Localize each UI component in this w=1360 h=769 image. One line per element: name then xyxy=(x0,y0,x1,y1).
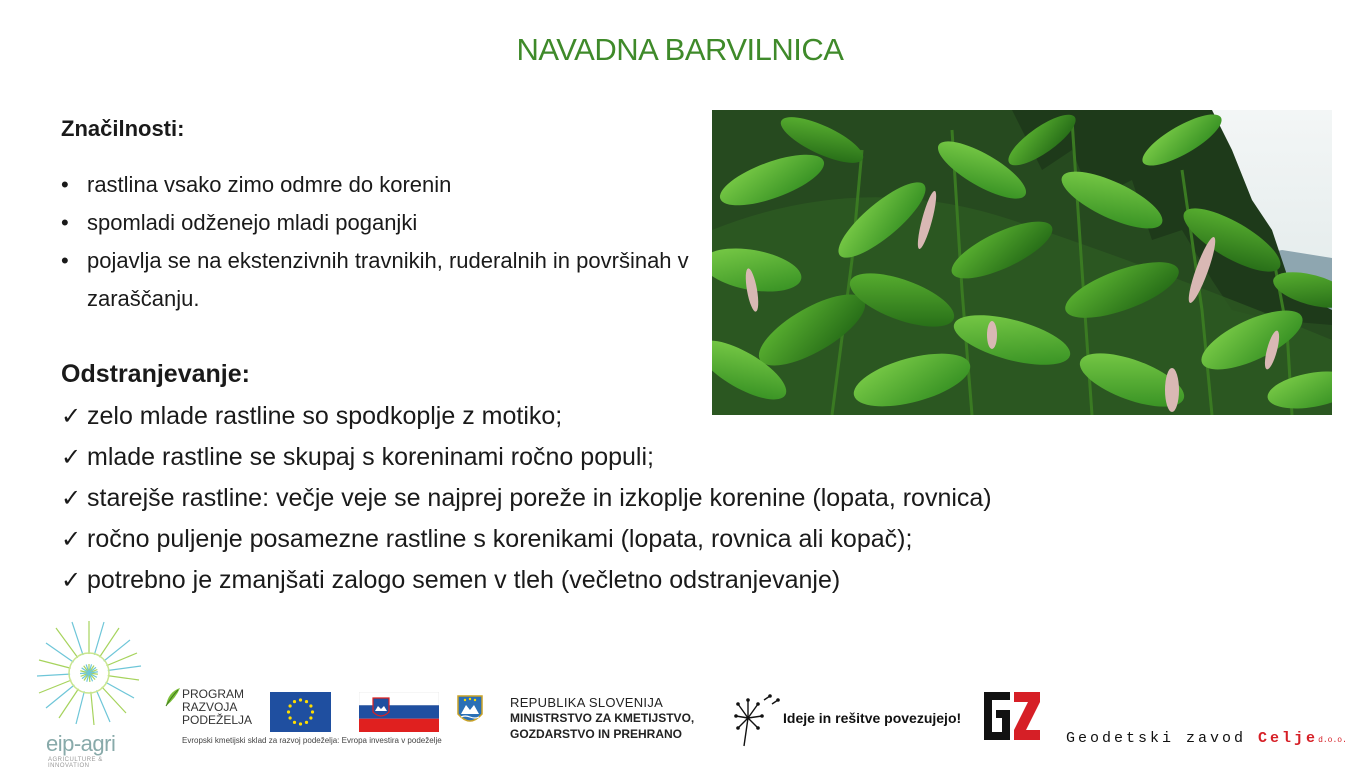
plant-photo xyxy=(712,110,1332,415)
eip-agri-text: eip-agri xyxy=(46,731,116,756)
coat-of-arms-icon xyxy=(456,694,484,728)
leaf-icon xyxy=(164,686,182,708)
eip-agri-subtitle: AGRICULTURE & INNOVATION xyxy=(48,757,103,769)
gz-company-name xyxy=(1066,730,1347,747)
list-item-text: zelo mlade rastline so spodkoplje z motiko; xyxy=(87,402,563,430)
features-heading: Značilnosti: xyxy=(61,116,185,141)
check-icon: ✓ xyxy=(61,567,82,594)
list-item-text: mlade rastline se skupaj s koreninami ročno populi; xyxy=(87,443,654,471)
gz-doo: d.o.o. xyxy=(1318,736,1347,745)
dandelion-icon xyxy=(734,690,780,748)
eu-flag-icon xyxy=(270,692,331,732)
check-icon: ✓ xyxy=(61,403,82,430)
slide-title: NAVADNA BARVILNICA xyxy=(516,32,844,67)
ministry-logo xyxy=(510,695,694,742)
prp-line: PODEŽELJA xyxy=(182,713,253,727)
list-item: • spomladi odženejo mladi poganjki xyxy=(61,204,701,242)
features-list xyxy=(61,166,701,318)
check-icon: ✓ xyxy=(61,444,82,471)
list-item-text: ročno puljenje posamezne rastline s korenikami (lopata, rovnica ali kopač); xyxy=(87,525,913,553)
removal-list xyxy=(61,396,1161,601)
list-item: • rastlina vsako zimo odmre do korenin xyxy=(61,166,701,204)
eip-agri-logo xyxy=(34,618,144,769)
eip-agri-icon xyxy=(34,618,144,728)
list-item xyxy=(61,478,1161,519)
check-icon: ✓ xyxy=(61,526,82,553)
prp-subtitle: Evropski kmetijski sklad za razvoj podeželja: Evropa investira v podeželje xyxy=(182,736,442,745)
ministry-line: REPUBLIKA SLOVENIJA xyxy=(510,695,664,710)
gz-city: Celje xyxy=(1258,730,1319,747)
ideje-slogan: Ideje in rešitve povezujejo! xyxy=(783,710,962,726)
removal-heading: Odstranjevanje: xyxy=(61,360,250,388)
list-item: • pojavlja se na ekstenzivnih travnikih, ruderalnih in površinah v zaraščanju. xyxy=(61,242,701,318)
slovenia-flag-icon xyxy=(359,692,439,732)
list-item xyxy=(61,519,1161,560)
list-item-text: potrebno je zmanjšati zalogo semen v tleh (večletno odstranjevanje) xyxy=(87,566,841,594)
list-item xyxy=(61,560,1161,601)
list-item xyxy=(61,437,1161,478)
list-item-text: starejše rastline: večje veje se najprej poreže in izkoplje korenine (lopata, rovnica) xyxy=(87,484,992,512)
gz-logo-icon xyxy=(982,688,1042,746)
list-item xyxy=(61,396,1161,437)
gz-name: Geodetski zavod xyxy=(1066,730,1247,747)
prp-line: RAZVOJA xyxy=(182,700,238,714)
check-icon: ✓ xyxy=(61,485,82,512)
prp-line: PROGRAM xyxy=(182,687,245,701)
ministry-line: GOZDARSTVO IN PREHRANO xyxy=(510,727,683,741)
ministry-line: MINISTRSTVO ZA KMETIJSTVO, xyxy=(510,711,695,725)
